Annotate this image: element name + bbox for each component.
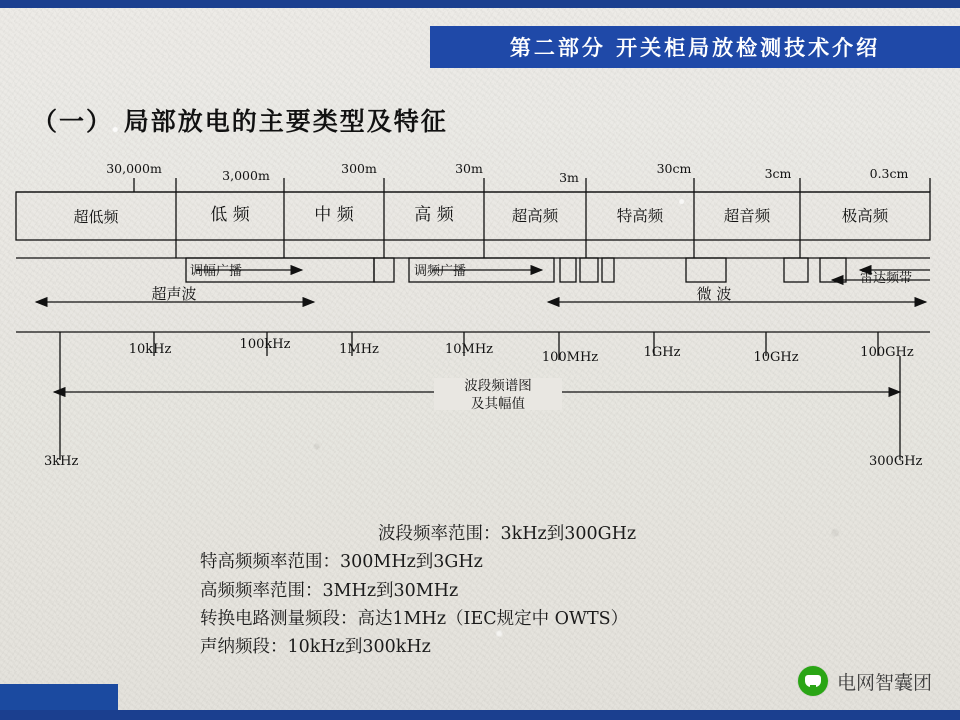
frequency-label: 1MHz: [339, 342, 379, 357]
wavelength-label: 30m: [455, 161, 483, 176]
service-label: 调幅广播: [190, 264, 243, 279]
spectrum-diagram-svg: [14, 160, 946, 510]
note-line: 波段频率范围：3kHz到300GHz: [378, 524, 637, 544]
bottom-accent-bar: [0, 710, 960, 720]
frequency-label: 10GHz: [753, 350, 799, 365]
band-label: 极高频: [841, 207, 889, 225]
band-label: 高 频: [414, 205, 454, 225]
frequency-label: 100kHz: [239, 337, 291, 352]
band-label: 超高频: [511, 207, 559, 225]
wavelength-label: 30cm: [656, 161, 692, 176]
bottom-left-accent-block: [0, 684, 118, 710]
note-line: 转换电路测量频段：高达1MHz（IEC规定中 OWTS）: [200, 609, 629, 630]
frequency-label: 1GHz: [643, 345, 681, 360]
span-end-label: 300GHz: [869, 454, 923, 469]
wavelength-label: 3,000m: [222, 168, 270, 183]
span-label-line1: 波段频谱图: [464, 378, 532, 394]
band-label: 特高频: [616, 207, 664, 225]
note-line: 声纳频段：10kHz到300kHz: [200, 637, 431, 658]
wavelength-label: 300m: [341, 161, 377, 176]
wavelength-label: 30,000m: [106, 161, 162, 176]
wavelength-label: 3cm: [764, 166, 792, 181]
band-label: 中 频: [314, 205, 354, 225]
note-line: 高频频率范围：3MHz到30MHz: [200, 580, 459, 601]
slide-banner-title: 第二部分 开关柜局放检测技术介绍: [430, 26, 960, 68]
service-label: 调频广播: [414, 264, 467, 279]
frequency-label: 100MHz: [541, 350, 599, 365]
span-start-label: 3kHz: [44, 454, 79, 469]
frequency-label: 10kHz: [128, 342, 172, 357]
watermark-label: 电网智囊团: [836, 671, 932, 694]
service-label: 雷达频带: [860, 271, 913, 286]
note-line: 特高频频率范围：300MHz到3GHz: [200, 552, 483, 573]
wavelength-label: 0.3cm: [869, 166, 909, 181]
frequency-label: 10MHz: [444, 342, 494, 357]
spectrum-diagram: [14, 160, 946, 510]
top-accent-bar: [0, 0, 960, 8]
band-label: 超音频: [723, 207, 771, 225]
band-label: 低 频: [210, 205, 250, 225]
wave-group-label: 超声波: [151, 285, 197, 303]
page-title: （一） 局部放电的主要类型及特征: [32, 107, 448, 136]
wavelength-label: 3m: [559, 170, 579, 185]
notes-block: [200, 520, 760, 662]
band-label: 超低频: [73, 208, 119, 226]
frequency-label: 100GHz: [860, 345, 914, 360]
watermark: [798, 666, 932, 696]
wechat-icon: [798, 666, 828, 696]
span-label-line2: 及其幅值: [471, 396, 525, 412]
wave-group-label: 微 波: [696, 285, 732, 303]
